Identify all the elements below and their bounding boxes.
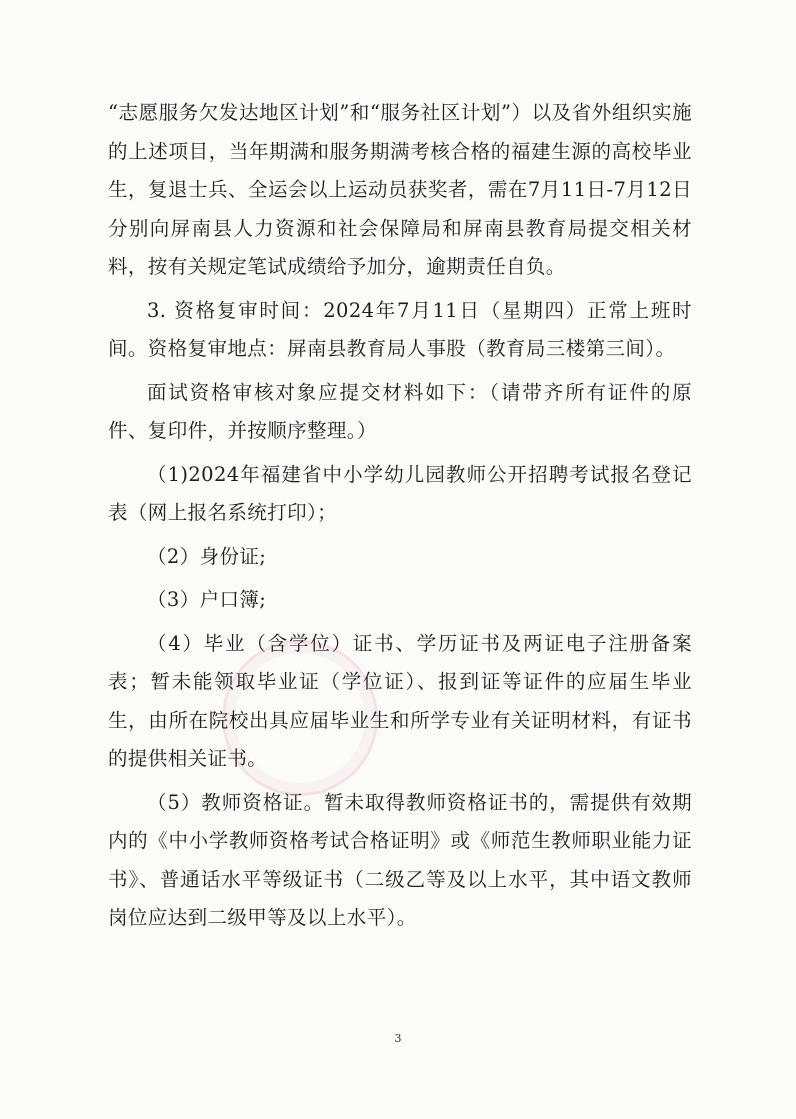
document-body — [108, 94, 692, 938]
list-item-diploma: （4）毕业（含学位）证书、学历证书及两证电子注册备案表；暂未能领取毕业证（学位证）、报到证等证件的应届生毕业生，由所在院校出具应届毕业生和所学专业有关证明材料，有证书的提供相关证书。 — [108, 631, 692, 770]
list-item-household-register: （3）户口簿; — [147, 588, 267, 611]
page-number: 3 — [394, 1032, 402, 1045]
list-item-id-card: （2）身份证; — [147, 544, 267, 568]
paragraph-continuation: “志愿服务欠发达地区计划”和“服务社区计划”）以及省外组织实施的上述项目，当年期满和服务期满考核合格的福建生源的高校毕业生，复退士兵、全运会以上运动员获奖者，需在7月11日-7月12日分别向屏南县人力资源和社会保障局和屏南县教育局提交相关材料，按有关规定笔试成绩给予加分，逾期责任自负。 — [108, 101, 692, 278]
paragraph-materials-intro: 面试资格审核对象应提交材料如下：（请带齐所有证件的原件、复印件，并按顺序整理。） — [108, 380, 692, 442]
list-item-teacher-certificate: （5）教师资格证。暂未取得教师资格证书的，需提供有效期内的《中小学教师资格考试合格证明》或《师范生教师职业能力证书》、普通话水平等级证书（二级乙等及以上水平，其中语文教师岗位应达到二级甲等及以上水平）。 — [108, 790, 692, 929]
paragraph-review-time: 3. 资格复审时间：2024年7月11日（星期四）正常上班时间。资格复审地点：屏南县教育局人事股（教育局三楼第三间）。 — [108, 298, 692, 360]
list-item-registration-form: （1)2024年福建省中小学幼儿园教师公开招聘考试报名登记表（网上报名系统打印）； — [108, 462, 692, 524]
